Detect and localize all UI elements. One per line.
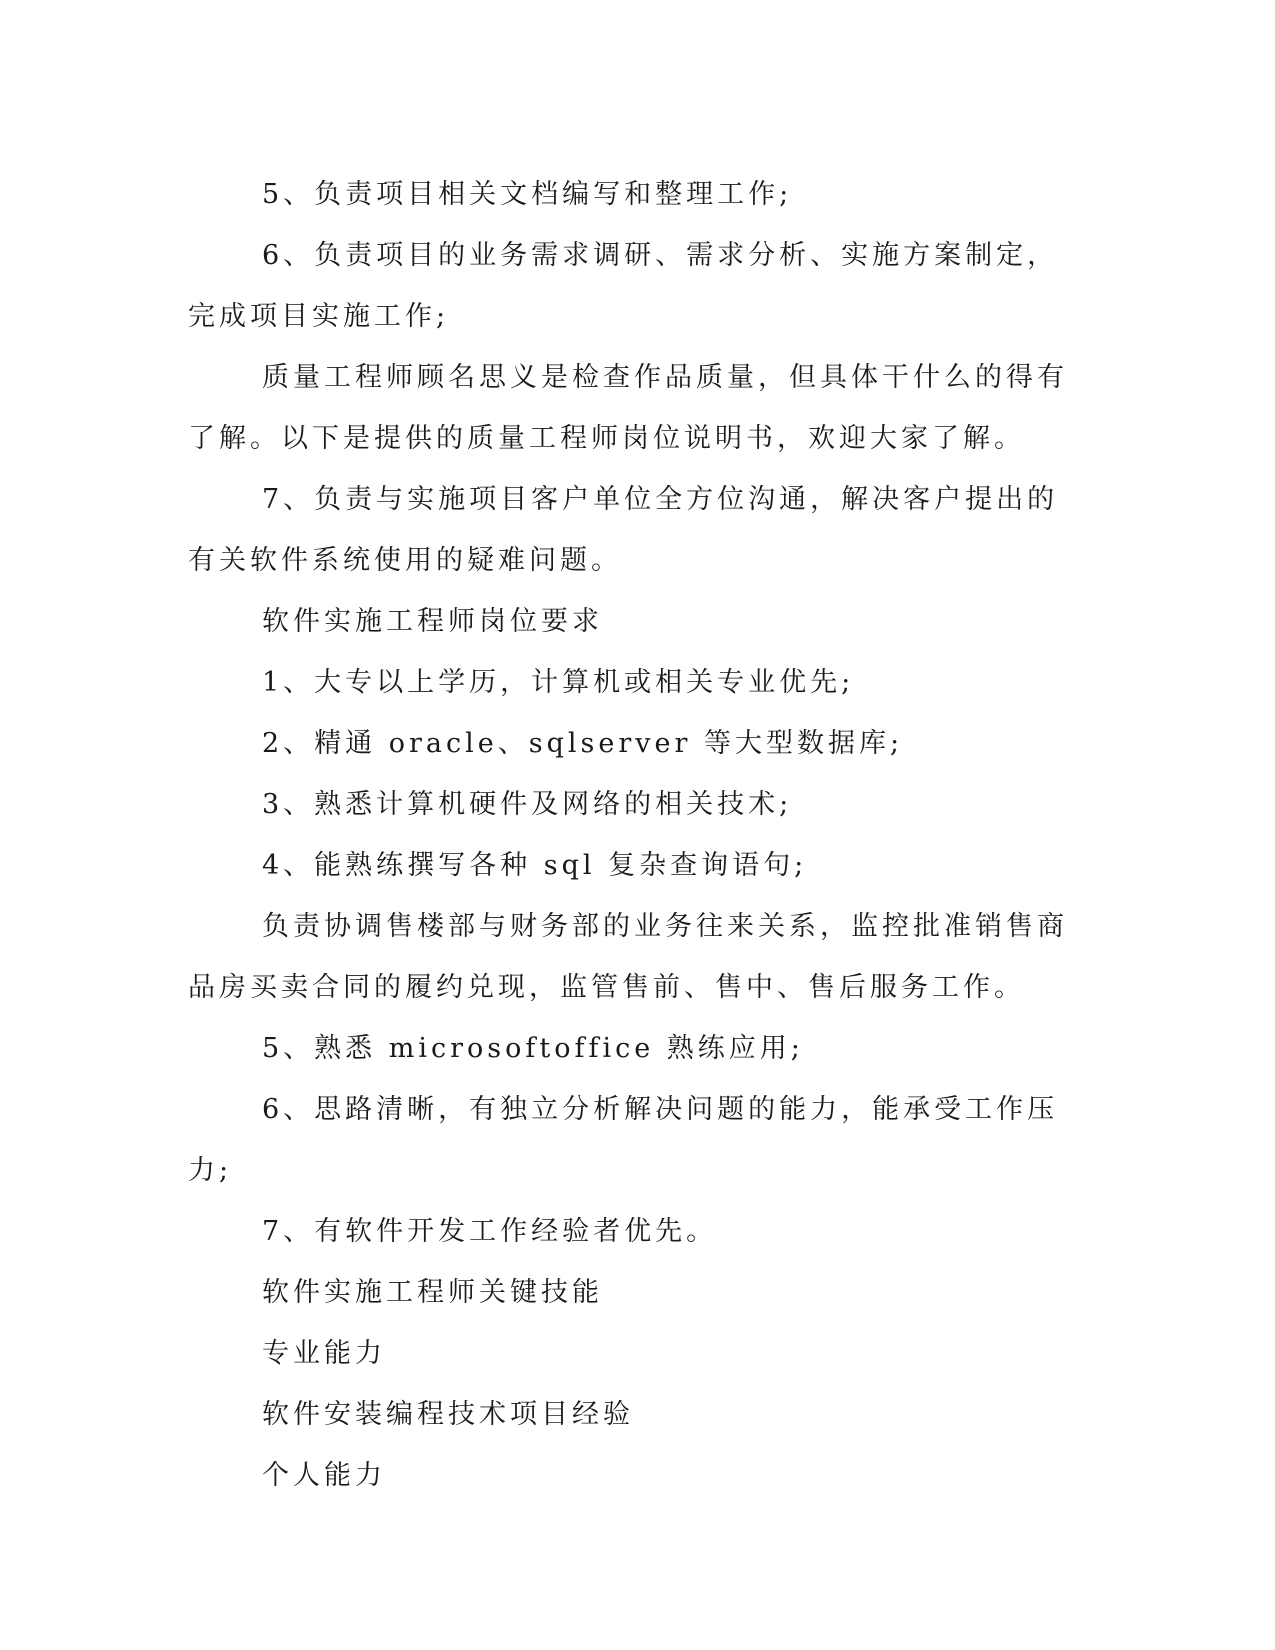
subheading-personal-ability: 个人能力 xyxy=(262,1460,386,1491)
section-heading-key-skills: 软件实施工程师关键技能 xyxy=(262,1277,603,1308)
paragraph-3: 质量工程师顾名思义是检查作品质量，但具体干什么的得有了解。以下是提供的质量工程师岗位说明书，欢迎大家了解。 xyxy=(188,362,1068,454)
requirement-item-1: 1、大专以上学历，计算机或相关专业优先; xyxy=(262,667,855,698)
section-heading-requirements: 软件实施工程师岗位要求 xyxy=(262,606,603,637)
requirement-item-2: 2、精通 oracle、sqlserver 等大型数据库; xyxy=(262,728,904,759)
paragraph-2: 6、负责项目的业务需求调研、需求分析、实施方案制定，完成项目实施工作; xyxy=(188,240,1059,332)
requirement-item-4: 4、能熟练撰写各种 sql 复杂查询语句; xyxy=(262,850,808,881)
requirement-item-3: 3、熟悉计算机硬件及网络的相关技术; xyxy=(262,789,793,820)
requirement-item-7: 7、有软件开发工作经验者优先。 xyxy=(262,1216,718,1247)
paragraph-1: 5、负责项目相关文档编写和整理工作; xyxy=(262,179,793,210)
subheading-professional-ability: 专业能力 xyxy=(262,1338,386,1369)
requirement-item-6: 6、思路清晰，有独立分析解决问题的能力，能承受工作压力; xyxy=(188,1094,1059,1186)
paragraph-4: 7、负责与实施项目客户单位全方位沟通，解决客户提出的有关软件系统使用的疑难问题。 xyxy=(188,484,1059,576)
requirement-item-5: 5、熟悉 microsoftoffice 熟练应用; xyxy=(262,1033,804,1064)
paragraph-sales-coordination: 负责协调售楼部与财务部的业务往来关系，监控批准销售商品房买卖合同的履约兑现，监管售前、售中、售后服务工作。 xyxy=(188,911,1068,1003)
document-body xyxy=(188,164,1068,1506)
professional-ability-items: 软件安装编程技术项目经验 xyxy=(262,1399,634,1430)
